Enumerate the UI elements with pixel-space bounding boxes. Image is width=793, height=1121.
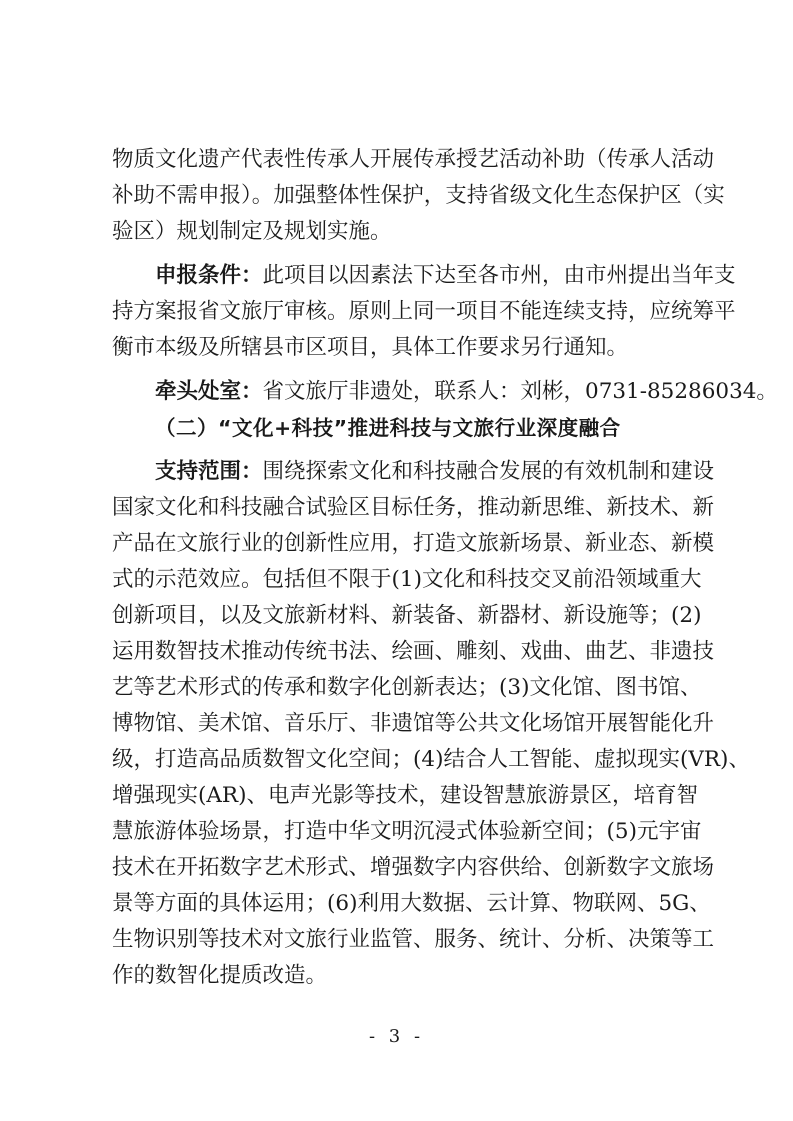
body-line: 作的数智化提质改造。 [112, 963, 328, 988]
body-line: 艺等艺术形式的传承和数字化创新表达；(3)文化馆、图书馆、 [112, 675, 702, 700]
body-line: 生物识别等技术对文旅行业监管、服务、统计、分析、决策等工 [112, 927, 715, 952]
body-line: 式的示范效应。包括但不限于(1)文化和科技交叉前沿领域重大 [112, 567, 702, 592]
lead-office-line [112, 374, 778, 410]
body-line: 技术在开拓数字艺术形式、增强数字内容供给、创新数字文旅场 [112, 855, 715, 880]
body-line: 创新项目，以及文旅新材料、新装备、新器材、新设施等；(2) [112, 603, 702, 628]
body-line: 增强现实(AR)、电声光影等技术，建设智慧旅游景区，培育智 [112, 783, 698, 808]
body-line: 景等方面的具体运用；(6)利用大数据、云计算、物联网、5G、 [112, 891, 711, 916]
body-line: 衡市本级及所辖县市区项目，具体工作要求另行通知。 [112, 335, 629, 360]
body-line: 运用数智技术推动传统书法、绘画、雕刻、戏曲、曲艺、非遗技 [112, 639, 715, 664]
body-line: 博物馆、美术馆、音乐厅、非遗馆等公共文化场馆开展智能化升 [112, 711, 715, 736]
body-line: 慧旅游体验场景，打造中华文明沉浸式体验新空间；(5)元宇宙 [112, 819, 702, 844]
body-line: 级，打造高品质数智文化空间；(4)结合人工智能、虚拟现实(VR)、 [112, 747, 750, 772]
conditions-paragraph-line [112, 258, 736, 294]
body-line: 持方案报省文旅厅审核。原则上同一项目不能连续支持，应统筹平 [112, 299, 736, 324]
conditions-label: 申报条件： [155, 263, 263, 288]
body-line: 国家文化和科技融合试验区目标任务，推动新思维、新技术、新 [112, 495, 715, 520]
scope-label: 支持范围： [155, 459, 263, 484]
page-number: - 3 - [368, 1026, 425, 1047]
lead-office-text: 省文旅厅非遗处，联系人：刘彬，0731-85286034。 [262, 379, 778, 404]
body-line: 验区）规划制定及规划实施。 [112, 219, 392, 244]
document-body [112, 142, 778, 994]
conditions-text: 此项目以因素法下达至各市州，由市州提出当年支 [262, 263, 736, 288]
scope-paragraph-line [112, 454, 715, 490]
scope-text: 围绕探索文化和科技融合发展的有效机制和建设 [262, 459, 715, 484]
lead-office-label: 牵头处室： [155, 379, 263, 404]
body-line: 物质文化遗产代表性传承人开展传承授艺活动补助（传承人活动 [112, 147, 715, 172]
body-line: 补助不需申报）。加强整体性保护，支持省级文化生态保护区（实 [112, 183, 725, 208]
body-line: 产品在文旅行业的创新性应用，打造文旅新场景、新业态、新模 [112, 531, 715, 556]
section-heading: （二）“文化+科技”推进科技与文旅行业深度融合 [155, 416, 621, 440]
